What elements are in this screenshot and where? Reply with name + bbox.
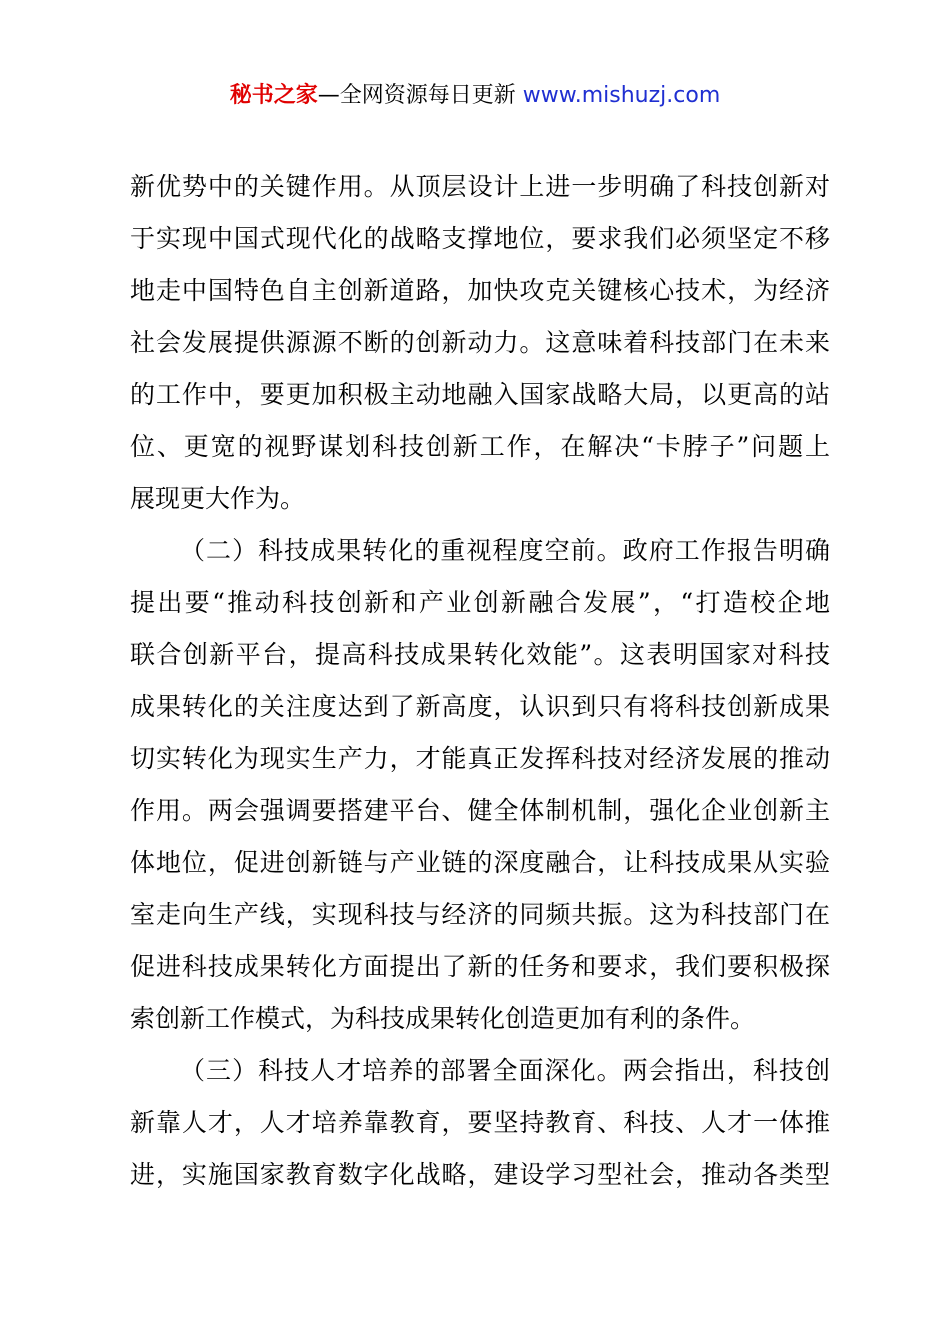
paragraph-2: [130, 525, 830, 1045]
text-line: 社会发展提供源源不断的创新动力。这意味着科技部门在未来: [130, 328, 830, 357]
text-line: 进，实施国家教育数字化战略，建设学习型社会，推动各类型: [130, 1160, 830, 1189]
text-line: 新优势中的关键作用。从顶层设计上进一步明确了科技创新对: [130, 172, 830, 201]
header-slogan: —全网资源每日更新: [317, 83, 516, 108]
page-header: [0, 80, 950, 112]
paragraph-3: [130, 1045, 830, 1201]
text-line: 的工作中，要更加积极主动地融入国家战略大局，以更高的站: [130, 380, 830, 409]
header-brand: 秘书之家: [229, 83, 318, 108]
text-line: 切实转化为现实生产力，才能真正发挥科技对经济发展的推动: [130, 744, 830, 773]
text-line: 索创新工作模式，为科技成果转化创造更加有利的条件。: [130, 1004, 756, 1033]
text-line: 成果转化的关注度达到了新高度，认识到只有将科技创新成果: [130, 692, 830, 721]
text-line: 新靠人才，人才培养靠教育，要坚持教育、科技、人才一体推: [130, 1108, 830, 1137]
text-line: 体地位，促进创新链与产业链的深度融合，让科技成果从实验: [130, 848, 830, 877]
text-line: 室走向生产线，实现科技与经济的同频共振。这为科技部门在: [130, 900, 830, 929]
text-line: （三）科技人才培养的部署全面深化。两会指出，科技创: [180, 1056, 830, 1085]
text-line: 地走中国特色自主创新道路，加快攻克关键核心技术，为经济: [130, 276, 830, 305]
header-url[interactable]: www.mishuzj.com: [522, 83, 721, 108]
text-line: 展现更大作为。: [130, 484, 306, 513]
text-line: 作用。两会强调要搭建平台、健全体制机制，强化企业创新主: [130, 796, 830, 825]
text-line: 提出要“推动科技创新和产业创新融合发展”，“打造校企地: [130, 588, 830, 617]
text-line: 位、更宽的视野谋划科技创新工作，在解决“卡脖子”问题上: [130, 432, 830, 461]
text-line: （二）科技成果转化的重视程度空前。政府工作报告明确: [180, 536, 830, 565]
document-body: [130, 161, 830, 1201]
text-line: 联合创新平台，提高科技成果转化效能”。这表明国家对科技: [130, 640, 830, 669]
text-line: 促进科技成果转化方面提出了新的任务和要求，我们要积极探: [130, 952, 830, 981]
paragraph-1: [130, 161, 830, 525]
text-line: 于实现中国式现代化的战略支撑地位，要求我们必须坚定不移: [130, 224, 830, 253]
